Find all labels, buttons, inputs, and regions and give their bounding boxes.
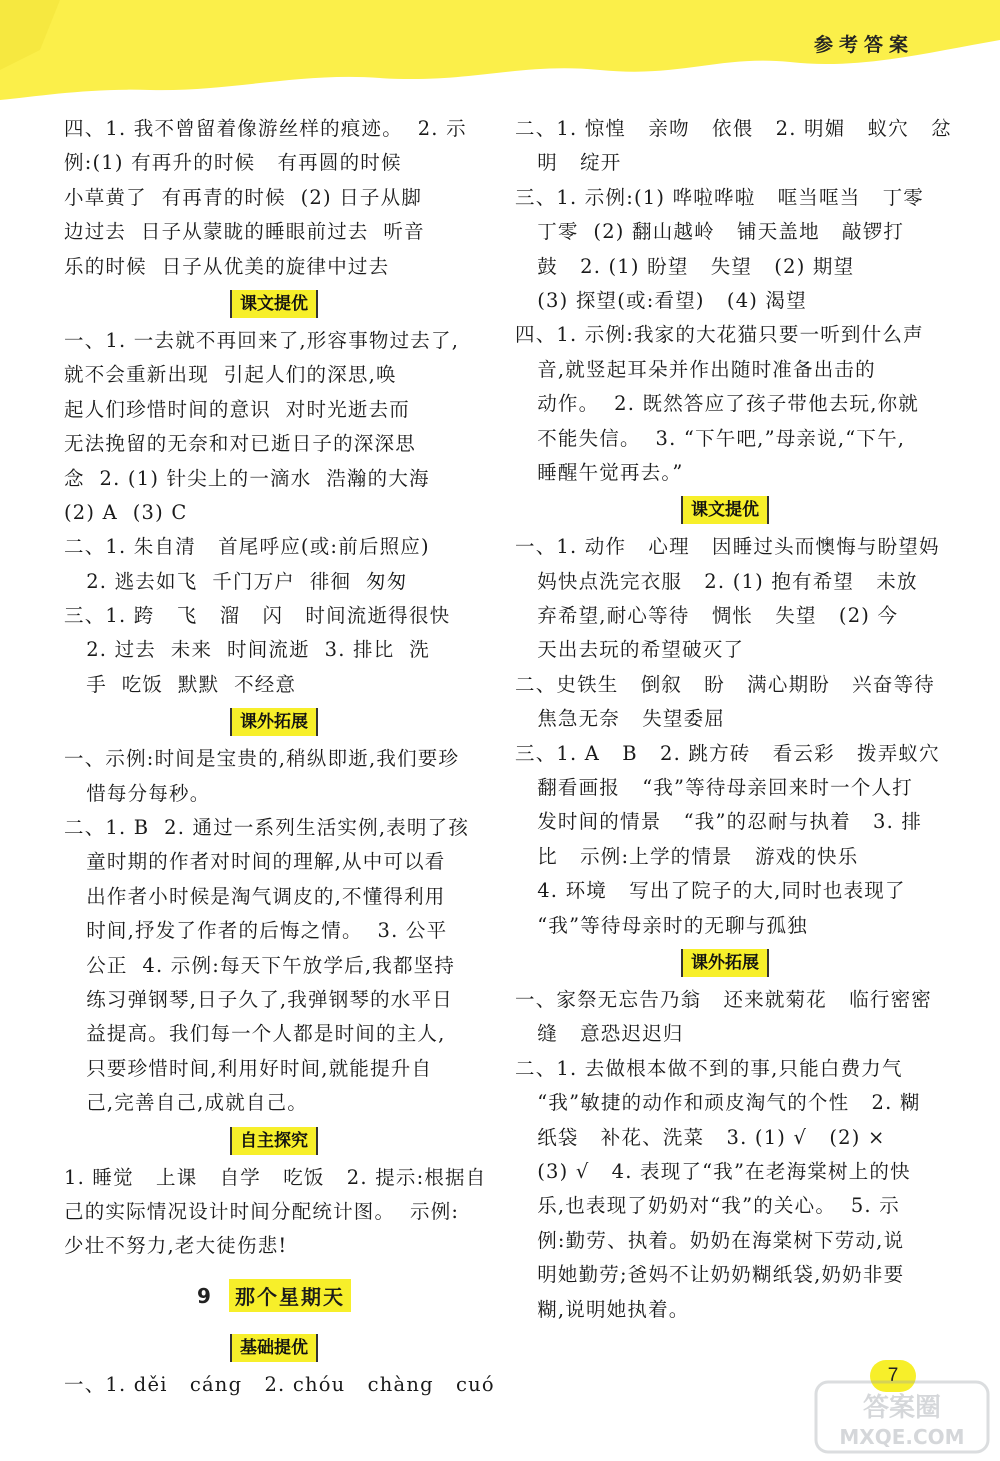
section-heading [64, 1328, 484, 1368]
answer-line: 一、家祭无忘告乃翁 还来就菊花 临行密密 [515, 987, 932, 1011]
answer-line: 一、1. děi cáng 2. chóu chàng cuó [64, 1372, 495, 1396]
answer-line: 己的实际情况设计时间分配统计图。 示例: [64, 1199, 460, 1223]
section-heading [515, 943, 935, 983]
answer-line: 童时期的作者对时间的理解,从中可以看 [64, 850, 446, 874]
answer-line: 纸袋 补花、洗菜 3. (1) √ (2) × [515, 1125, 886, 1149]
answer-line: 鼓 2. (1) 盼望 失望 (2) 期望 [515, 254, 855, 278]
answer-line: 乐,也表现了奶奶对“我”的关心。 5. 示 [515, 1194, 900, 1218]
answer-line: 益提高。我们每一个人都是时间的主人, [64, 1022, 446, 1046]
answer-line: 四、1. 示例:我家的大花猫只要一听到什么声 [515, 323, 924, 347]
section-heading [64, 1121, 484, 1161]
answer-line: 惜每分每秒。 [64, 781, 211, 805]
answer-line: (3) 探望(或:看望) (4) 渴望 [515, 288, 807, 312]
answer-line: 三、1. 跨 飞 溜 闪 时间流逝得很快 [64, 604, 451, 628]
section-heading-label: 自主探究 [230, 1127, 318, 1155]
answer-line: (2) A (3) C [64, 500, 188, 524]
answer-line: 动作。 2. 既然答应了孩子带他去玩,你就 [515, 392, 919, 416]
answer-line: 就不会重新出现 引起人们的深思,唤 [64, 363, 397, 387]
answer-line: 2. 逃去如飞 千门万户 徘徊 匆匆 [64, 569, 408, 593]
lesson-number: 9 [197, 1283, 211, 1308]
answer-line: 妈快点洗完衣服 2. (1) 抱有希望 未放 [515, 569, 918, 593]
section-heading [515, 490, 935, 530]
answer-line: 明她勤劳;爸妈不让奶奶糊纸袋,奶奶非要 [515, 1263, 905, 1287]
answer-line: 小草黄了 有再青的时候 (2) 日子从脚 [64, 185, 423, 209]
answer-line: 边过去 日子从蒙眬的睡眼前过去 听音 [64, 220, 425, 244]
answer-line: 三、1. A B 2. 跳方砖 看云彩 拨弄蚁穴 [515, 741, 940, 765]
answer-line: 1. 睡觉 上课 自学 吃饭 2. 提示:根据自 [64, 1165, 487, 1189]
answer-line: 天出去玩的希望破灭了 [515, 638, 745, 662]
section-heading [64, 284, 484, 324]
answer-line: 例:勤劳、执着。奶奶在海棠树下劳动,说 [515, 1228, 905, 1252]
left-column [64, 112, 495, 1402]
lesson-name: 那个星期天 [229, 1279, 351, 1312]
answer-line: 一、1. 一去就不再回来了,形容事物过去了, [64, 328, 460, 352]
answer-line: 4. 环境 写出了院子的大,同时也表现了 [515, 879, 906, 903]
answer-line: “我”敏捷的动作和顽皮淘气的个性 2. 糊 [515, 1091, 921, 1115]
answer-line: 少壮不努力,老大徒伤悲! [64, 1234, 288, 1258]
lesson-title [64, 1264, 484, 1328]
answer-line: 时间,抒发了作者的后悔之情。 3. 公平 [64, 919, 448, 943]
answer-line: 二、1. 惊惶 亲吻 依偎 2. 明媚 蚁穴 忿 [515, 117, 952, 140]
right-column [515, 112, 952, 1327]
answer-line: 发时间的情景 “我”的忍耐与执着 3. 排 [515, 810, 923, 834]
answer-line: 焦急无奈 失望委屈 [515, 707, 725, 731]
answer-line: 念 2. (1) 针尖上的一滴水 浩瀚的大海 [64, 466, 430, 490]
section-heading-label: 课外拓展 [681, 949, 769, 977]
answer-line: 明 绽开 [515, 151, 622, 175]
answer-line: 只要珍惜时间,利用好时间,就能提升自 [64, 1056, 433, 1080]
answer-line: “我”等待母亲时的无聊与孤独 [515, 913, 808, 937]
svg-text:MXQE.COM: MXQE.COM [839, 1425, 965, 1449]
answer-line: 己,完善自己,成就自己。 [64, 1091, 308, 1115]
answer-line: 不能失信。 3. “下午吧,”母亲说,“下午, [515, 426, 906, 450]
answer-line: 比 示例:上学的情景 游戏的快乐 [515, 844, 859, 868]
answer-line: 2. 过去 未来 时间流逝 3. 排比 洗 [64, 638, 430, 662]
answer-line: 四、1. 我不曾留着像游丝样的痕迹。 2. 示 [64, 117, 467, 140]
section-heading [64, 702, 484, 742]
answer-line: 乐的时候 日子从优美的旋律中过去 [64, 254, 390, 278]
section-heading-label: 基础提优 [230, 1334, 318, 1362]
section-heading-label: 课文提优 [681, 496, 769, 524]
answer-line: 三、1. 示例:(1) 哗啦哗啦 哐当哐当 丁零 [515, 185, 924, 209]
section-heading-label: 课文提优 [230, 290, 318, 318]
answer-line: 二、1. B 2. 通过一系列生活实例,表明了孩 [64, 816, 470, 840]
answer-line: 手 吃饭 默默 不经意 [64, 672, 297, 696]
answer-line: 无法挽留的无奈和对已逝日子的深深思 [64, 432, 416, 456]
section-heading-label: 课外拓展 [230, 708, 318, 736]
svg-text:答案圈: 答案圈 [862, 1393, 942, 1423]
answer-line: 糊,说明她执着。 [515, 1297, 690, 1321]
answer-line: 翻看画报 “我”等待母亲回来时一个人打 [515, 776, 913, 800]
answer-line: 公正 4. 示例:每天下午放学后,我都坚持 [64, 953, 456, 977]
answer-line: 起人们珍惜时间的意识 对时光逝去而 [64, 397, 410, 421]
watermark-logo [812, 1378, 992, 1456]
answer-line: 练习弹钢琴,日子久了,我弹钢琴的水平日 [64, 987, 453, 1011]
answer-line: 一、1. 动作 心理 因睡过头而懊悔与盼望妈 [515, 535, 940, 559]
answer-line: (3) √ 4. 表现了“我”在老海棠树上的快 [515, 1159, 911, 1183]
answer-line: 缝 意恐迟迟归 [515, 1022, 684, 1046]
page-header-title: 参考答案 [813, 34, 914, 56]
answer-line: 例:(1) 有再升的时候 有再圆的时候 [64, 151, 402, 175]
page-number: 7 [870, 1360, 916, 1392]
answer-line: 睡醒午觉再去。” [515, 460, 684, 484]
answer-line: 丁零 (2) 翻山越岭 铺天盖地 敲锣打 [515, 220, 905, 244]
answer-line: 二、1. 去做根本做不到的事,只能白费力气 [515, 1056, 903, 1080]
answer-line: 二、史铁生 倒叙 盼 满心期盼 兴奋等待 [515, 672, 935, 696]
answer-line: 音,就竖起耳朵并作出随时准备出击的 [515, 357, 876, 381]
answer-line: 二、1. 朱自清 首尾呼应(或:前后照应) [64, 535, 430, 559]
answer-line: 出作者小时候是淘气调皮的,不懂得利用 [64, 884, 446, 908]
answer-line: 一、示例:时间是宝贵的,稍纵即逝,我们要珍 [64, 747, 460, 771]
answer-line: 弃希望,耐心等待 惆怅 失望 (2) 今 [515, 604, 899, 628]
